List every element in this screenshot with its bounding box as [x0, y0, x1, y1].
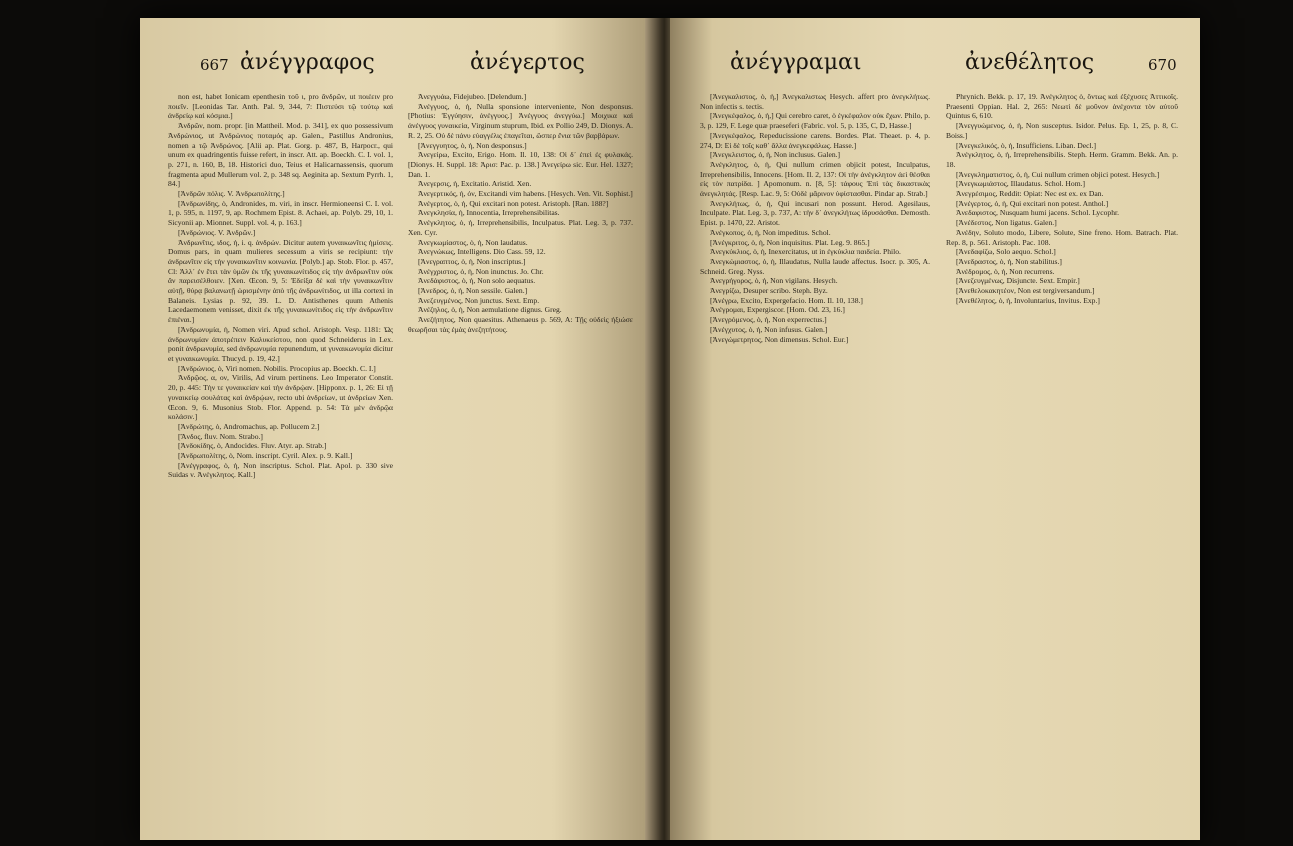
dictionary-entry: [Ἀνεγώμετρητος, Non dimensus. Schol. Eur.]: [710, 334, 849, 344]
dictionary-entry: Ἀνδρῶν, nom. propr. [in Mattheil. Mod. p. 341], ex quo possessivum Ἀνδρώνιος, ut Ἀνδρώνιος ποταμός ap. Galen., Pastillus Andronius, nomen a τῷ Ἀνδρώνος. [Alii ap. Plat. Gorg. p. 487, B, Harpocr., qui unum ex quadringentis fuisse refert, in inscr. Att. ap. Boeckh. C. I. vol. 1, p. 271, n. 160, B, 18. Historici duo, Teius et Halicarnassensis, quorum fragmenta apud Mullerum vol. 2, p. 348 sq. Aeginita ap. Sextum Pyrrh. 1, 84.]: [168, 121, 393, 189]
dictionary-entry: [Ἀνδρώτης, ὁ, Andromachus, ap. Pollucem 2.]: [178, 421, 320, 431]
dictionary-entry: Ἀνέγκλητος, ὁ, ἡ, Irreprehensibilis. Steph. Herm. Gramm. Bekk. An. p. 18.: [946, 150, 1178, 169]
dictionary-entry: [Ἀνέγκριτος, ὁ, ἡ, Non inquisitus. Plat. Leg. 9. 865.]: [710, 237, 870, 247]
dictionary-entry: Ἀνέγερτος, ὁ, ἡ, Qui excitari non potest. Aristoph. [Ran. 188?]: [418, 198, 609, 208]
dictionary-entry: Ἀνέγρομαι, Expergiscor. [Hom. Od. 23, 16.]: [710, 305, 845, 315]
left-column-a: [168, 92, 393, 832]
dictionary-entry: Ἀνεγρέσιμος, Reddit: Opiat: Nec est ex. ex Dan.: [956, 189, 1104, 199]
dictionary-entry: [Ἀνεζευγμένως, Disjuncte. Sext. Empir.]: [956, 276, 1080, 286]
left-column-b: [408, 92, 633, 832]
dictionary-entry: [Ἀνεγρόμενος, ὁ, ἡ, Non experrectus.]: [710, 315, 827, 325]
dictionary-entry: Ἀνέγκλητος, ὁ, ἡ, Qui nullum crimen objicit potest, Inculpatus, Irreprehensibilis, Innocens. [Hom. Il. 2, 137: Οἱ τὴν ἀνέγκλητον ἀεὶ θέσθαι εἰς τὸν πατρίδα. ] Apomonum. n. [8, 5]: τάφους Ἐπὶ τὰς δικαστικὰς ἀνεγκλητάς. [Resp. Lac. 9, 5: Οὐδὲ μᾶρινον ὑφίστασθαι. Pindar ap. Strab.]: [700, 159, 930, 199]
dictionary-entry: Ἀνεδάφιστος, ὁ, ἡ, Non solo aequatus.: [418, 276, 536, 286]
dictionary-entry: Ἀνδρωνῖτις, ιδος, ἡ, i. q. ἀνδρών. Dicitur autem γυναικωνῖτις ἡμίσεις. Domus pars, in quam mulieres secessum a viris se recipiunt: τὴν ἀνδρωνῖτιν εἰς τὴν γυναικωνῖτιν κοινωνία. [Polyb.] ap. Stob. Flor. p. 457, Cl: Ἀλλ᾽ ἐν ἔτει τὰν ὑμῶν ἐκ τῆς γυναικωνίτιδος εἰς τὴν ἀνδρωνῖτιν οὐκ ἂν παρεισέλθοιεν. [Xen. Œcon. 9, 5: Ἐδείξα δὲ καὶ τὴν γυναικωνῖτιν αὐτῇ, θύρᾳ βαλανωτῇ ὡρισμένην ἀπὸ τῆς ἀνδρωνίτιδος, ut illa cortexi in Balaneis. Lysias p. 92, 39. L. D. Antisthenes quum Athenis Lacedaemonem venisset, dixit ἐκ τῆς γυναικωνίτιδος εἰς τὴν ἀνδρωνῖτιν ἐπιέναι.]: [168, 237, 393, 325]
dictionary-entry: Ἀνεγρίζω, Desuper scribo. Steph. Byz.: [710, 286, 828, 296]
dictionary-entry: Ἀνεγρήγορος, ὁ, ἡ, Non vigilans. Hesych.: [710, 276, 838, 286]
dictionary-entry: [Ἀνεγγυητος, ὁ, ἡ, Non desponsus.]: [418, 140, 527, 150]
dictionary-entry: Ἀνέζηλος, ὁ, ἡ, Non aemulatione dignus. Greg.: [418, 305, 562, 315]
dictionary-entry: [Ἀνέγερτος, ὁ, ἡ, Qui excitari non potest. Anthol.]: [956, 198, 1109, 208]
dictionary-entry: Ἀνεγκλήτως, ὁ, ἡ, Qui incusari non possunt. Herod. Agesilaus, Inculpate. Plat. Leg. 3, p. 737, A: τὴν δ᾽ ἀνεγκλήτως ἰδρυσάσθαι. Demosth. Epist. p. 1470, 22. Aristot.: [700, 198, 930, 228]
right-column-b: [946, 92, 1178, 832]
dictionary-entry: [Ἀνέδεστος, Non ligatus. Galen.]: [956, 218, 1057, 228]
dictionary-entry: Ἀνεγκώμιαστος, ὁ, ἡ, Illaudatus, Nulla laude affectus. Isocr. p. 305, A. Schneid. Greg. Nyss.: [700, 256, 930, 276]
dictionary-entry: Ἀνεγνώκως, Intelligens. Dio Cass. 59, 12.: [418, 247, 546, 257]
dictionary-entry: [Ἀνδρώνιος, ὁ, Viri nomen. Nobilis. Procopius ap. Boeckh. C. I.]: [178, 363, 376, 373]
dictionary-entry: Ἀνεγερτικός, ή, όν, Excitandi vim habens. [Hesych. Ven. Vit. Sophist.]: [418, 189, 633, 199]
dictionary-entry: [Ἀνεγκληματιστος, ὁ, ἡ, Cui nullum crimen objici potest. Hesych.]: [956, 169, 1160, 179]
left-page: [140, 18, 655, 840]
dictionary-entry: [Ἀνδοκίδης, ὁ, Andocides. Fluv. Atyr. ap. Strab.]: [178, 441, 327, 451]
dictionary-entry: Ἀνέγκοπος, ὁ, ἡ, Non impeditus. Schol.: [710, 227, 831, 237]
dictionary-entry: [Ἀνέγγραφος, ὁ, ἡ, Non inscriptus. Schol. Plat. Apol. p. 330 sive Suidas v. Ἀνέγκλητος. Kall.]: [168, 460, 393, 480]
running-headword-left: ἀνέγγραφος: [240, 50, 375, 75]
dictionary-entry: Ἀνέδρομος, ὁ, ἡ, Non recurrens.: [956, 266, 1055, 276]
dictionary-entry: [Ἀνδρῶν πόλις. V. Ἀνδρωπολίτης.]: [178, 189, 285, 199]
dictionary-entry: Ἀνεγκλησία, ἡ, Innocentia, Irreprehensibilitas.: [418, 208, 560, 218]
dictionary-entry: Ἀνεδαφιστος, Nusquam humi jacens. Schol. Lycophr.: [956, 208, 1119, 218]
page-number-right: 670: [1148, 56, 1177, 74]
dictionary-entry: Ἀνέγκλητος, ὁ, ἡ, Irreprehensibilis, Inculpatus. Plat. Leg. 3, p. 737. Xen. Cyr.: [408, 218, 633, 237]
dictionary-entry: [Ἀνεδραστος, ὁ, ἡ, Non stabilitus.]: [956, 256, 1062, 266]
running-headword-right: ἀνέγερτος: [470, 50, 585, 75]
running-headword-right: ἀνεθέλητος: [965, 50, 1095, 75]
dictionary-entry: Phrynich. Bekk. p. 17, 19. Ἀνέγκλητος ὁ, ὄντως καὶ ἐξέχυσες Ἀττικοῖς. Praesenti Oppian. Hal. 2, 265: Νεωτὶ δὲ μοῦνον ἀνέχοντα τὸν αὐτοῦ Quintus 6, 610.: [946, 92, 1178, 121]
dictionary-entry: Ἀνέδην, Soluto modo, Libere, Solute, Sine freno. Hom. Batrach. Plat. Rep. 8, p. 561. Aristoph. Pac. 108.: [946, 227, 1178, 247]
dictionary-entry: [Ἀνεγκαλιστος, ὁ, ἡ,] Ἀνεγκαλιστως Hesych. affert pro ἀνεγκλήτως. Non infectis s. tectis.: [700, 92, 930, 111]
dictionary-entry: [Ἀνεγκωμιάστος, Illaudatus. Schol. Hom.]: [956, 179, 1086, 189]
dictionary-entry: Ἀνεγγυάω, Fidejubeo. [Delendum.]: [418, 92, 527, 101]
dictionary-entry: [Ἄνδος, fluv. Nom. Strabo.]: [178, 431, 263, 441]
dictionary-entry: Ἀνεζήτητος, Non quaesitus. Athenaeus p. 569, A: Τῇς οὐδεὶς ἠξιώσε θεωρῆσαι τὰς ἐμὰς ἀνεζητήτους.: [408, 315, 633, 334]
dictionary-entry: Ἀνεγκωμίαστος, ὁ, ἡ, Non laudatus.: [418, 237, 528, 247]
dictionary-entry: [Ἀνεθελοκακητέον, Non est tergiversandum.]: [956, 286, 1095, 296]
page-number-left: 667: [200, 56, 229, 74]
dictionary-entry: [Ἀνεγκέφαλος, Repeducissione carens. Bordes. Plat. Theaet. p. 4, p. 274, D: Εἰ δὲ τοῖς καθ᾽ ἄλλα ἀνεγκεφάλως. Hasse.]: [700, 130, 930, 150]
dictionary-entry: [Ἀνεγραπτος, ὁ, ἡ, Non inscriptus.]: [418, 256, 526, 266]
running-headword-left: ἀνέγγραμαι: [730, 50, 862, 75]
dictionary-entry: [Ἀνδρωνίδης, ὁ, Andronides, m. viri, in inscr. Hermioneensi C. I. vol. 1, p. 595, n. 1197, 9, ap. Rochmem Epist. 8. Achaei, ap. Polyb. 29, 10, 1. Sicyonii ap. Mionnet. Suppl. vol. 4, p. 163.]: [168, 198, 393, 228]
dictionary-entry: [Ἀνδρώνιος. V. Ἀνδρῶν.]: [178, 227, 256, 237]
right-column-a: [700, 92, 930, 832]
dictionary-entry: [Ἀνεγκλειστος, ὁ, ἡ, Non inclusus. Galen.]: [710, 150, 841, 160]
dictionary-entry: Ἀνεγείρω, Excito, Erigo. Hom. Il. 10, 138: Οἱ δ᾽ ἐπεὶ ἐς φυλακάς. [Dionys. H. Suppl. 18: Ἀρισ: Pac. p. 138.] Ἀνεγείρω sic. Eur. Hel. 1327; Dan. 1.: [408, 150, 633, 179]
dictionary-entry: [Ἀνεγγυώμενος, ὁ, ἡ, Non susceptus. Isidor. Pelus. Ep. 1, 25, p. 8, C. Boiss.]: [946, 121, 1178, 140]
dictionary-entry: [Ἀνεγκέφαλος, ὁ, ἡ,] Qui cerebro caret, ὁ ἐγκέφαλον οὐκ ἔχων. Philo, p. 3, p. 129, F. Lege quæ praeseferi (Fabric. vol. 5, p. 135, C, D, Hasse.]: [700, 111, 930, 131]
dictionary-entry: [Ἀνδρωνυμία, ἡ, Nomen viri. Apud schol. Aristoph. Vesp. 1181: Ὡς ἀνδρωνυμίαν ἀποτρέπειν Καλυκείστου, non quod Schneiderus in Lex. ponit ἀνδρωνυμία, sed ἀνδρωνυμία repunendum, ut γυναικωνυμία dicitur et γυναικωνυμία. Thucyd. p. 19, 42.]: [168, 324, 393, 363]
dictionary-entry: [Ἀνέγρω, Excito, Expergefacio. Hom. Il. 10, 138.]: [710, 295, 863, 305]
dictionary-entry: [Ἀνέγχυτος, ὁ, ἡ, Non infusus. Galen.]: [710, 324, 828, 334]
dictionary-entry: [Ἀνεθέλητος, ὁ, ἡ, Involuntarius, Invitus. Exp.]: [956, 295, 1100, 305]
right-page: [670, 18, 1200, 840]
dictionary-entry: Ἀνεζευγμένος, Non junctus. Sext. Emp.: [418, 295, 540, 305]
dictionary-entry: Ἀνεγερσις, ἡ, Excitatio. Aristid. Xen.: [418, 179, 532, 189]
dictionary-entry: Ἀνδρῷος, α, ον, Virilis, Ad virum pertinens. Leo Imperator Constit. 20, p. 445: Τὴν τε γυναικείαν καὶ τὴν ἀνδρῴαν. [Hipponx. p. 1, 26: Εἰ τῇ γυναικείῳ σουλάτας καὶ ἀνδρῴων, recto ubi ἀνδρείων, ut ἀνδρείων Xen. Œcon. 9, 6. Musonius Stob. Flor. Append. p. 54: Τὰ μὲν ἀνδρῷα κολάσιν.]: [168, 373, 393, 422]
open-book: [140, 18, 1200, 840]
dictionary-entry: Ἀνέγχριστος, ὁ, ἡ, Non inunctus. Jo. Chr.: [418, 266, 544, 276]
dictionary-entry: [Ἀνδρωπολίτης, ὁ, Nom. inscript. Cyril. Alex. p. 9. Kall.]: [178, 451, 353, 461]
dictionary-entry: non est, habet Ionicam epenthesin τοῦ ι, pro ἄνδρῶν, ut ποιέειν pro ποιεῖν. [Leonidas Tar. Anth. Pal. 9, 344, 7: Πιστεύσι τῷ τούτῳ καὶ ἀνδρείῳ καὶ κόσμια.]: [168, 92, 393, 121]
dictionary-entry: [Ἀνεγκελικός, ὁ, ἡ, Insufficiens. Liban. Decl.]: [956, 140, 1097, 150]
dictionary-entry: [Ἀνεδαφίζω, Solo aequo. Schol.]: [956, 247, 1056, 257]
dictionary-entry: Ἀνέγγυος, ὁ, ἡ, Nulla sponsione interveniente, Non desponsus. [Photius: Ἐγγύησιν, ἀνέγγυος.] Ἀνέγγυος ἀνεγγύω.] Μοιχικα καὶ ἀνέγγυος γυναικεία, Virginum stuprum, Ibid. ex Pollio 249, D. Dionys. A. R. 2, 25. Oὐ δὲ πάνυ εὐαγγέλις ἐπαγεῖται, ὥσπερ ἔνια τῶν βαρβάρων.: [408, 101, 633, 140]
dictionary-entry: Ἀνεγκύκλιος, ὁ, ἡ, Inexercitatus, ut in ἐγκύκλια παιδεία. Philo.: [710, 247, 901, 257]
dictionary-entry: [Ἀνεδρος, ὁ, ἡ, Non sessile. Galen.]: [418, 286, 528, 296]
